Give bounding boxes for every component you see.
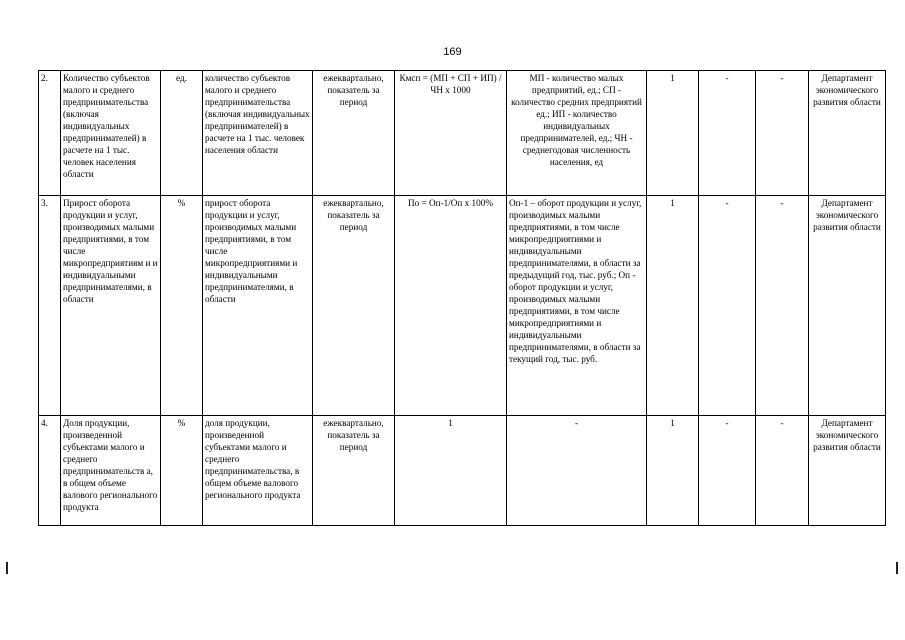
formula: 1 [395, 416, 507, 526]
responsible: Департамент экономического развития области [809, 196, 886, 416]
indicator-definition: доля продукции, произведенной субъектами малого и среднего предпринимательства, в общем объеме валового регионального продукта [203, 416, 313, 526]
column-10: - [756, 196, 809, 416]
formula: По = Оп-1/Оп х 100% [395, 196, 507, 416]
scan-edge-mark-right [896, 562, 898, 574]
page-number: 169 [443, 46, 462, 58]
periodicity: ежеквартально, показатель за период [313, 196, 395, 416]
column-9: - [699, 416, 756, 526]
formula: Кмсп = (МП + СП + ИП) / ЧН х 1000 [395, 71, 507, 196]
indicator-definition: прирост оборота продукции и услуг, производимых малыми предприятиями, в том числе микропредприятиями и индивидуальными предпринимателями, в области [203, 196, 313, 416]
row-number: 4. [39, 416, 61, 526]
responsible: Департамент экономического развития области [809, 416, 886, 526]
table-row [39, 196, 886, 416]
formula-notes: - [507, 416, 647, 526]
column-8: 1 [647, 71, 699, 196]
indicator-name: Прирост оборота продукции и услуг, производимых малыми предприятиями, в том числе микропредприятиям и и индивидуальными предпринимателями, в области [61, 196, 161, 416]
unit: % [161, 416, 203, 526]
responsible: Департамент экономического развития области [809, 71, 886, 196]
unit: % [161, 196, 203, 416]
indicator-name: Количество субъектов малого и среднего предпринимательства (включая индивидуальных предпринимателей) в расчете на 1 тыс. человек населения области [61, 71, 161, 196]
column-10: - [756, 416, 809, 526]
formula-notes: МП - количество малых предприятий, ед.; СП - количество средних предприятий ед.; ИП - количество индивидуальных предпринимателей, ед.; ЧН - среднегодовая численность населения, ед [507, 71, 647, 196]
column-9: - [699, 196, 756, 416]
row-number: 2. [39, 71, 61, 196]
indicators-table [38, 70, 886, 526]
unit: ед. [161, 71, 203, 196]
indicator-definition: количество субъектов малого и среднего предпринимательства (включая индивидуальных предпринимателей) в расчете на 1 тыс. человек населения области [203, 71, 313, 196]
periodicity: ежеквартально, показатель за период [313, 416, 395, 526]
table-row [39, 71, 886, 196]
column-8: 1 [647, 416, 699, 526]
column-9: - [699, 71, 756, 196]
table-row [39, 416, 886, 526]
formula-notes: Оп-1 – оборот продукции и услуг, производимых малыми предприятиями, в том числе микропредприятиями и индивидуальными предпринимателями, в области за предыдущий год, тыс. руб.; Оп - оборот продукции и услуг, производимых малыми предприятиями, в том числе микропредприятиями и индивидуальными предпринимателями, в области за текущий год, тыс. руб. [507, 196, 647, 416]
scan-edge-mark-left [6, 562, 8, 574]
column-8: 1 [647, 196, 699, 416]
row-number: 3. [39, 196, 61, 416]
periodicity: ежеквартально, показатель за период [313, 71, 395, 196]
indicator-name: Доля продукции, произведенной субъектами малого и среднего предпринимательств а, в общем объеме валового регионального продукта [61, 416, 161, 526]
column-10: - [756, 71, 809, 196]
